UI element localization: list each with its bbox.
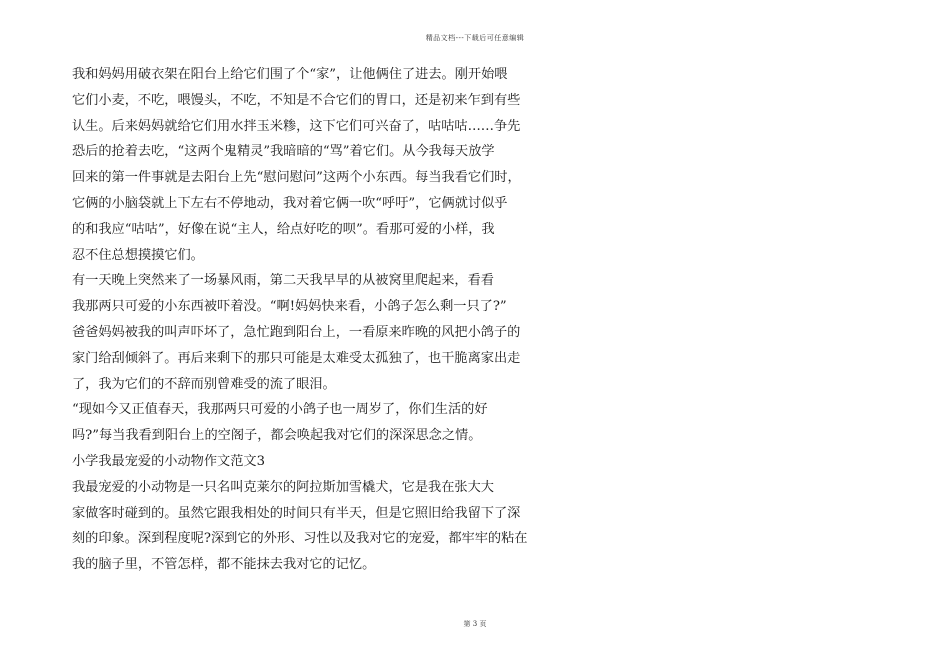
- text-line: 的和我应“咕咕”，好像在说“主人，给点好吃的呗”。看那可爱的小样，我: [72, 221, 495, 237]
- text-line: 刻的印象。深到程度呢?深到它的外形、习性以及我对它的宠爱，都牢牢的粘在: [72, 531, 528, 547]
- text-line: 我和妈妈用破衣架在阳台上给它们围了个“家”，让他俩住了进去。刚开始喂: [72, 67, 508, 82]
- text-line: 了，我为它们的不辞而别曾难受的流了眼泪。: [72, 376, 336, 392]
- text-line: 它们小麦，不吃，喂馒头，不吃，不知是不合它们的胃口，还是初来乍到有些: [72, 92, 521, 108]
- text-line: 认生。后来妈妈就给它们用水拌玉米糁，这下它们可兴奋了，咕咕咕……争先: [72, 118, 521, 134]
- text-line: 爸爸妈妈被我的叫声吓坏了，急忙跑到阳台上，一看原来昨晚的风把小鸽子的: [72, 324, 521, 340]
- text-line: 恐后的抢着去吃，“这两个鬼精灵”我暗暗的“骂”着它们。从今我每天放学: [72, 144, 495, 160]
- text-line: 吗?”每当我看到阳台上的空阁子，都会唤起我对它们的深深思念之情。: [72, 428, 482, 444]
- text-line: 我那两只可爱的小东西被吓着没。“啊!妈妈快来看，小鸽子怎么剩一只了?”: [72, 299, 507, 315]
- text-line: 家门给刮倾斜了。再后来剩下的那只可能是太难受太孤独了，也干脆离家出走: [72, 350, 521, 366]
- section-heading: 小学我最宠爱的小动物作文范文3: [72, 453, 266, 469]
- text-line: 我最宠爱的小动物是一只名叫克莱尔的阿拉斯加雪橇犬，它是我在张大大: [72, 479, 494, 495]
- document-body: [72, 62, 528, 578]
- text-line: 回来的第一件事就是去阳台上先“慰问慰问”这两个小东西。每当我看它们时，: [72, 170, 521, 186]
- text-line: 有一天晚上突然来了一场暴风雨，第二天我早早的从被窝里爬起来，看看: [72, 273, 494, 289]
- page-number: 第 3 页: [463, 620, 487, 628]
- text-line: 忍不住总想摸摸它们。: [72, 247, 204, 263]
- text-line: 我的脑子里，不管怎样，都不能抹去我对它的记忆。: [72, 557, 376, 573]
- page-header: 精品文档---下载后可任意编辑: [425, 34, 525, 42]
- text-line: “现如今又正值春天，我那两只可爱的小鸽子也一周岁了，你们生活的好: [72, 402, 488, 418]
- text-line: 它俩的小脑袋就上下左右不停地动，我对着它俩一吹“呼吁”，它俩就讨似乎: [72, 195, 508, 211]
- text-line: 家做客时碰到的。虽然它跟我相处的时间只有半天，但是它照旧给我留下了深: [72, 505, 521, 521]
